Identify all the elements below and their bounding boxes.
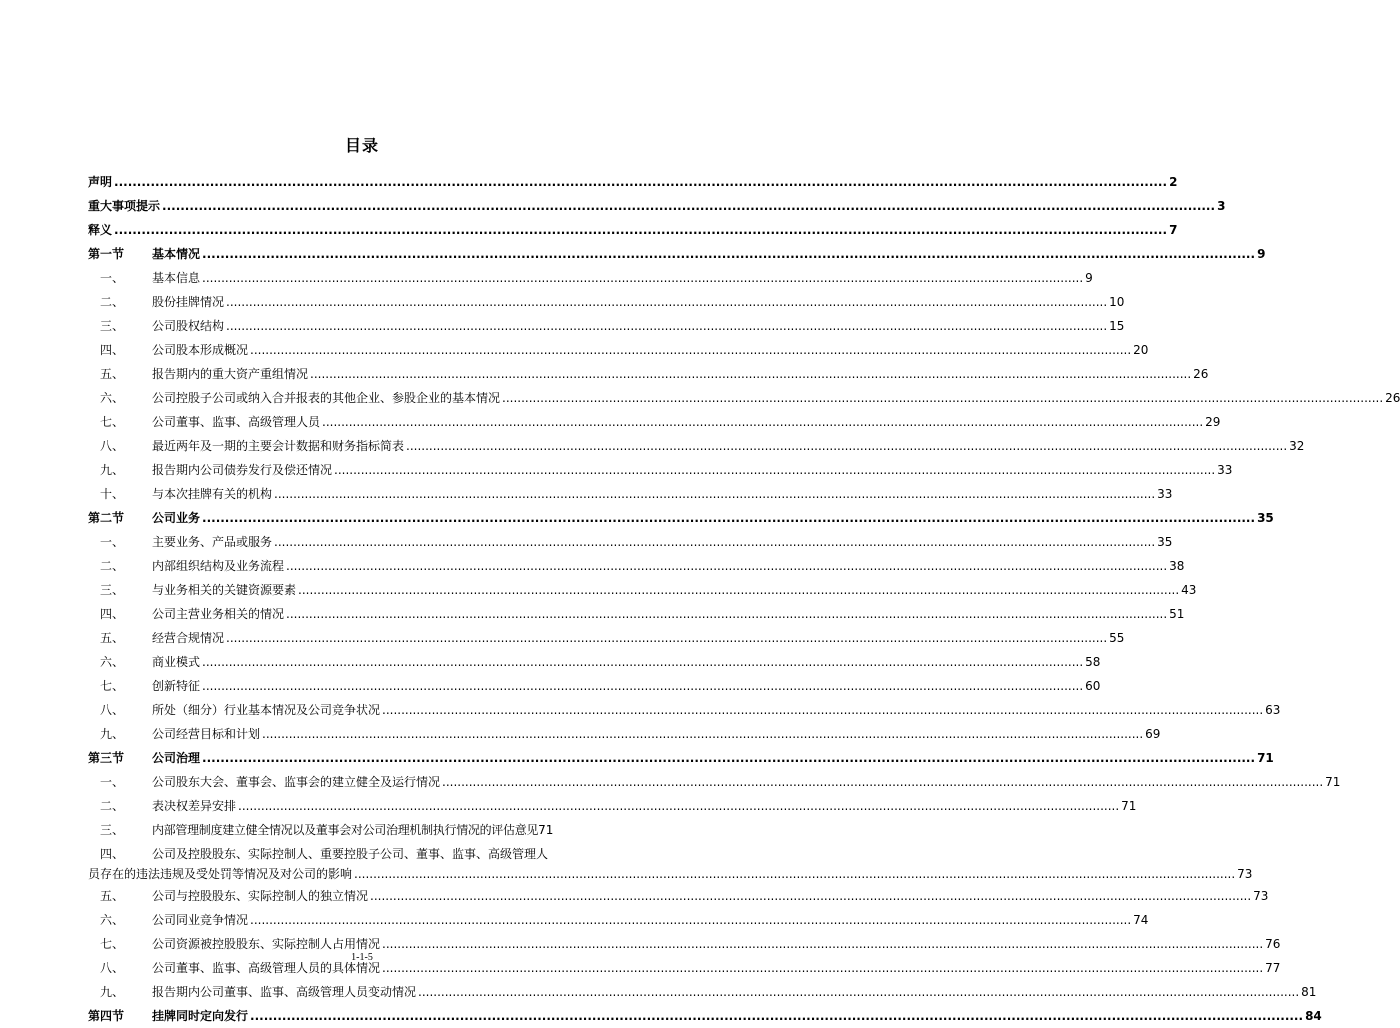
page-footer: 1-1-5 bbox=[351, 952, 373, 963]
toc-item[interactable]: 二、 内部组织结构及业务流程 ..... 38 bbox=[88, 554, 636, 578]
toc-entry-major-notice[interactable]: 重大事项提示 ..... 3 bbox=[88, 194, 636, 218]
toc-section-2[interactable]: 第二节 公司业务 ..... 35 bbox=[88, 506, 636, 530]
toc-item[interactable]: 三、 公司股权结构 ..... 15 bbox=[88, 314, 636, 338]
toc-item[interactable]: 二、 表决权差异安排 ..... 71 bbox=[88, 794, 636, 818]
toc-item[interactable]: 十、 与本次挂牌有关的机构 ..... 33 bbox=[88, 482, 636, 506]
toc-item[interactable]: 九、 公司经营目标和计划 ..... 69 bbox=[88, 722, 636, 746]
toc-item[interactable]: 八、 所处（细分）行业基本情况及公司竞争状况 ..... 63 bbox=[88, 698, 636, 722]
toc-entry-statement[interactable]: 声明 ..... 2 bbox=[88, 170, 636, 194]
toc-item[interactable]: 一、 基本信息 ..... 9 bbox=[88, 266, 636, 290]
toc-item[interactable]: 七、 公司董事、监事、高级管理人员 ..... 29 bbox=[88, 410, 636, 434]
toc-item[interactable]: 五、 经营合规情况 ..... 55 bbox=[88, 626, 636, 650]
toc-item[interactable]: 九、 报告期内公司债券发行及偿还情况 ..... 33 bbox=[88, 458, 636, 482]
toc-item[interactable]: 八、 最近两年及一期的主要会计数据和财务指标简表 ..... 32 bbox=[88, 434, 636, 458]
toc-item[interactable]: 六、 公司同业竞争情况 ..... 74 bbox=[88, 908, 636, 932]
toc-item[interactable]: 七、 公司资源被控股股东、实际控制人占用情况 ..... 76 bbox=[88, 932, 636, 956]
toc-item[interactable]: 九、 报告期内公司董事、监事、高级管理人员变动情况 ..... 81 bbox=[88, 980, 636, 1004]
table-of-contents bbox=[88, 170, 1400, 1028]
toc-item[interactable]: 三、 内部管理制度建立健全情况以及董事会对公司治理机制执行情况的评估意见 71 bbox=[100, 823, 554, 837]
toc-section-4[interactable]: 第四节 挂牌同时定向发行 ..... 84 bbox=[88, 1004, 636, 1028]
toc-item[interactable]: 四、 公司股本形成概况 ..... 20 bbox=[88, 338, 636, 362]
toc-item[interactable]: 六、 公司控股子公司或纳入合并报表的其他企业、参股企业的基本情况 ..... 26 bbox=[88, 386, 636, 410]
toc-item[interactable]: 三、 与业务相关的关键资源要素 ..... 43 bbox=[88, 578, 636, 602]
toc-section-1[interactable]: 第一节 基本情况 ..... 9 bbox=[88, 242, 636, 266]
toc-item[interactable]: 六、 商业模式 ..... 58 bbox=[88, 650, 636, 674]
toc-entry-definitions[interactable]: 释义 ..... 7 bbox=[88, 218, 636, 242]
toc-item-multiline[interactable]: 四、 公司及控股股东、实际控制人、重要控股子公司、董事、监事、高级管理人 员存在的违法违规及受处罚等情况及对公司的影响 ..... 73 bbox=[88, 842, 636, 884]
toc-item[interactable]: 五、 报告期内的重大资产重组情况 ..... 26 bbox=[88, 362, 636, 386]
toc-item[interactable]: 七、 创新特征 ..... 60 bbox=[88, 674, 636, 698]
toc-section-3[interactable]: 第三节 公司治理 ..... 71 bbox=[88, 746, 636, 770]
toc-item[interactable]: 一、 公司股东大会、董事会、监事会的建立健全及运行情况 ..... 71 bbox=[88, 770, 636, 794]
toc-item[interactable]: 一、 主要业务、产品或服务 ..... 35 bbox=[88, 530, 636, 554]
toc-item[interactable]: 二、 股份挂牌情况 ..... 10 bbox=[88, 290, 636, 314]
toc-item[interactable]: 八、 公司董事、监事、高级管理人员的具体情况 ..... 77 bbox=[88, 956, 636, 980]
toc-item[interactable]: 五、 公司与控股股东、实际控制人的独立情况 ..... 73 bbox=[88, 884, 636, 908]
toc-title: 目录 bbox=[344, 136, 379, 155]
toc-item[interactable]: 四、 公司主营业务相关的情况 ..... 51 bbox=[88, 602, 636, 626]
